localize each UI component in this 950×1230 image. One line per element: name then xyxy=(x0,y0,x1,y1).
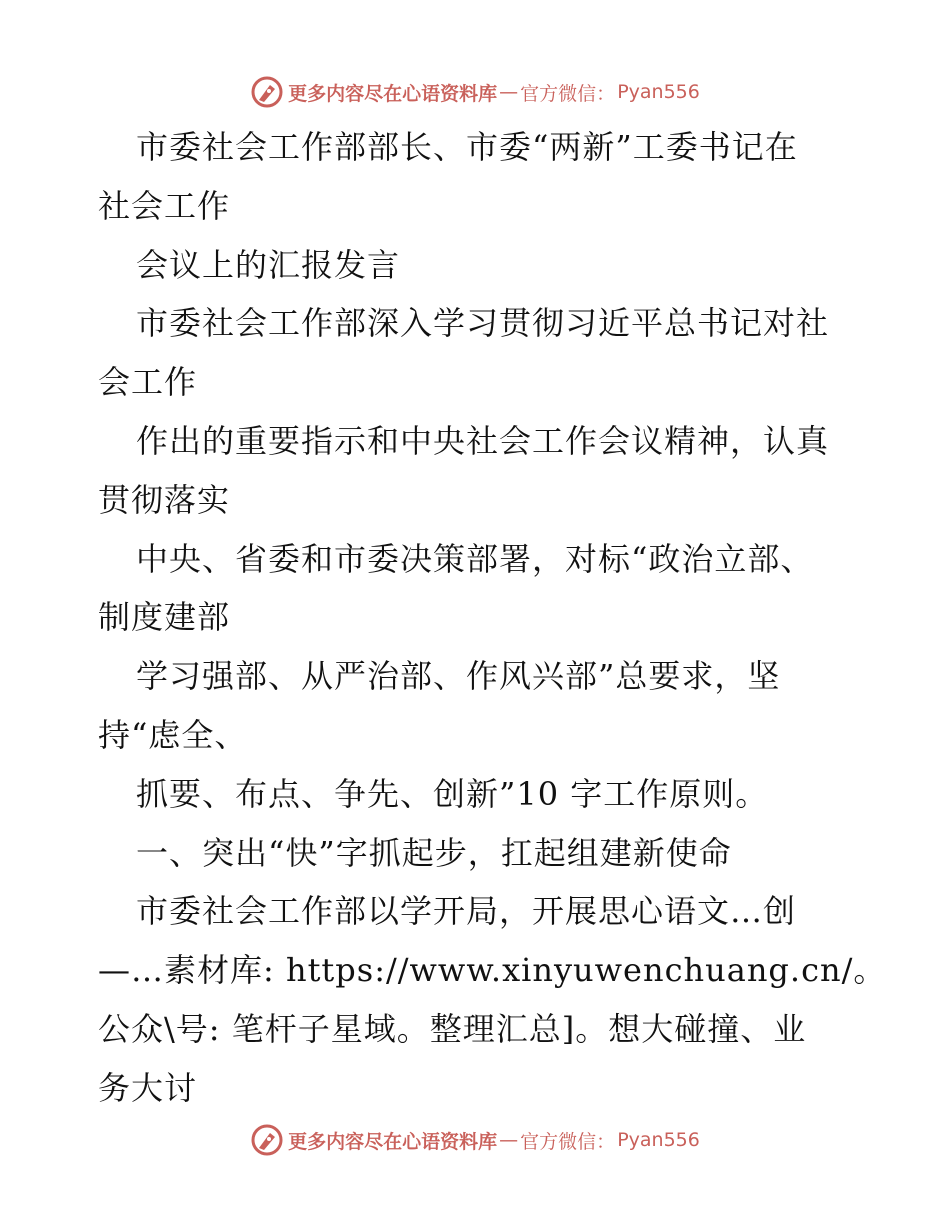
watermark-brand: 更多内容尽在心语资料库 xyxy=(288,82,498,105)
watermark-separator: — xyxy=(499,81,519,103)
footer-watermark xyxy=(0,1120,950,1160)
pen-nib-circle-logo-icon xyxy=(250,75,284,109)
document-line: 制度建部 xyxy=(98,598,231,637)
document-line: 务大讨 xyxy=(98,1068,198,1107)
document-line: —…素材库: https://www.xinyuwenchuang.cn/。 xyxy=(98,951,887,990)
document-line: 市委社会工作部深入学习贯彻习近平总书记对社 xyxy=(136,304,830,343)
header-watermark xyxy=(0,72,950,112)
watermark-wechat-id: Pyan556 xyxy=(617,1129,700,1151)
document-line: 抓要、布点、争先、创新”10 字工作原则。 xyxy=(136,774,769,813)
document-line: 一、突出“快”字抓起步，扛起组建新使命 xyxy=(136,833,732,872)
document-line: 会工作 xyxy=(98,363,198,402)
document-line: 社会工作 xyxy=(98,186,231,225)
watermark-brand: 更多内容尽在心语资料库 xyxy=(288,1130,498,1153)
watermark-wechat-label: 官方微信： xyxy=(520,82,616,105)
document-line: 市委社会工作部部长、市委“两新”工委书记在 xyxy=(136,128,798,166)
watermark-wechat-id: Pyan556 xyxy=(617,81,700,103)
document-body xyxy=(98,118,887,1118)
document-line: 贯彻落实 xyxy=(98,480,231,519)
watermark-separator: — xyxy=(499,1129,519,1151)
document-line: 会议上的汇报发言 xyxy=(136,245,401,284)
pen-nib-circle-logo-icon xyxy=(250,1123,284,1157)
document-line: 市委社会工作部以学开局，开展思心语文…创 xyxy=(136,892,797,931)
document-line: 学习强部、从严治部、作风兴部”总要求，坚 xyxy=(136,657,781,696)
document-line: 作出的重要指示和中央社会工作会议精神，认真 xyxy=(136,421,830,460)
watermark-wechat-label: 官方微信： xyxy=(520,1130,616,1153)
document-line: 公众\号: 笔杆子星域。整理汇总]。想大碰撞、业 xyxy=(98,1009,807,1048)
document-line: 中央、省委和市委决策部署，对标“政治立部、 xyxy=(136,539,814,578)
document-line: 持“虑全、 xyxy=(98,715,248,754)
